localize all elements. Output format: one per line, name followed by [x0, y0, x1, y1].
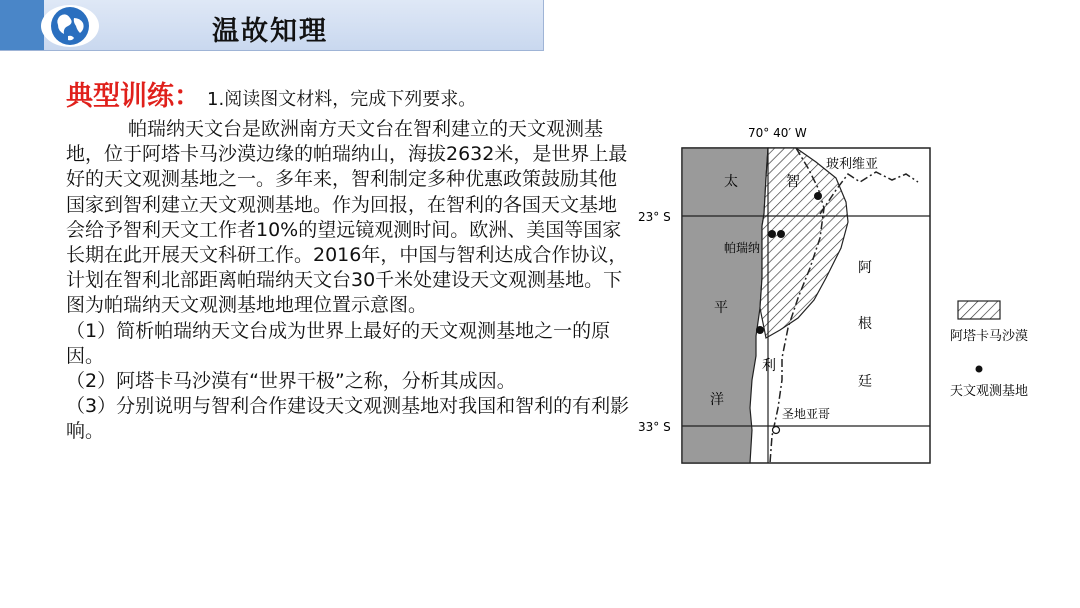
- question-2: （2）阿塔卡马沙漠有“世界干极”之称，分析其成因。: [66, 370, 516, 393]
- base-south: [756, 326, 764, 334]
- exercise-intro: 1.阅读图文材料，完成下列要求。: [207, 89, 477, 110]
- base-paranal-1: [768, 230, 776, 238]
- ocean-char-3: 洋: [710, 392, 724, 408]
- chile-char-1: 智: [786, 174, 800, 190]
- paranal-label: 帕瑞纳: [724, 241, 761, 255]
- exercise-heading: [66, 80, 634, 117]
- exercise-content: [66, 80, 634, 445]
- question-1: （1）简析帕瑞纳天文台成为世界上最好的天文观测基地之一的原因。: [66, 319, 611, 367]
- exercise-passage: 帕瑞纳天文台是欧洲南方天文台在智利建立的天文观测基地，位于阿塔卡马沙漠边缘的帕瑞纳山，海拔2632米，是世界上最好的天文观测基地之一。多年来，智利制定多种优惠政策鼓励其他国家到智利建立天文观测基地。作为回报，在智利的各国天文基地会给予智利天文工作者10%的望远镜观测时间。欧洲、美国等国家长期在此开展天文科研工作。2016年，中国与智利达成合作协议，计划在智利北部距离帕瑞纳天文台30千米处建设天文观测基地。下图为帕瑞纳天文观测基地地理位置示意图。: [66, 118, 628, 317]
- exercise-keyword: 典型训练：: [66, 81, 201, 112]
- ocean-char-2: 平: [714, 300, 728, 316]
- legend-desert-label: 阿塔卡马沙漠: [950, 329, 1029, 344]
- lat-label-33: 33° S: [638, 420, 671, 434]
- chile-char-2: 利: [762, 358, 776, 374]
- question-3: （3）分别说明与智利合作建设天文观测基地对我国和智利的有利影响。: [66, 395, 630, 443]
- argentina-char-2: 根: [858, 316, 872, 332]
- legend-desert-swatch: [958, 301, 1000, 319]
- location-map: [636, 118, 1056, 478]
- base-bolivia-border: [814, 192, 822, 200]
- header-banner: [0, 0, 544, 51]
- globe-icon: [40, 4, 100, 48]
- lat-label-23: 23° S: [638, 210, 671, 224]
- ocean-char-1: 太: [724, 174, 738, 190]
- santiago-marker: [773, 427, 780, 434]
- argentina-char-3: 廷: [858, 374, 872, 390]
- base-paranal-2: [777, 230, 785, 238]
- page-title: 温故知理: [212, 16, 328, 47]
- argentina-char-1: 阿: [858, 260, 872, 276]
- legend-base-dot: [976, 366, 983, 373]
- santiago-label: 圣地亚哥: [782, 407, 831, 421]
- legend-base-label: 天文观测基地: [950, 384, 1029, 399]
- bolivia-label: 玻利维亚: [826, 157, 879, 172]
- longitude-label: 70° 40′ W: [748, 126, 807, 140]
- header-accent-stripe: [0, 0, 44, 50]
